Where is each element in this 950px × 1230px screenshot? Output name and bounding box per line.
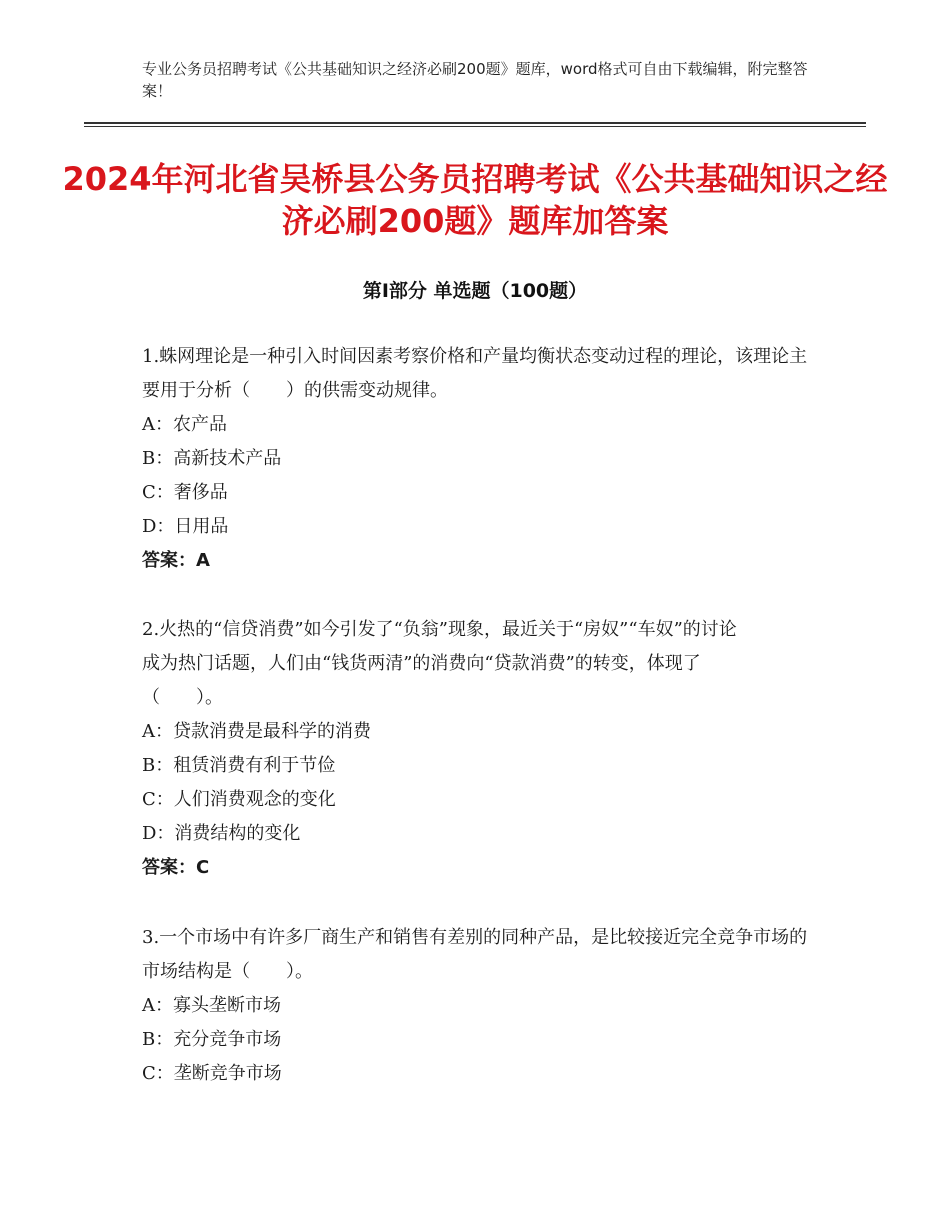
question-stem: 2.火热的“信贷消费”如今引发了“负翁”现象，最近关于“房奴”“车奴”的讨论成为热门话题，人们由“钱货两清”的消费向“贷款消费”的转变，体现了（ ）。 [142,619,737,708]
question-stem: 3.一个市场中有许多厂商生产和销售有差别的同种产品，是比较接近完全竞争市场的市场结构是（ ）。 [142,927,808,982]
option-b: B：充分竞争市场 [142,1029,282,1050]
option-a: A：寡头垄断市场 [142,995,281,1016]
option-c: C：垄断竞争市场 [142,1063,282,1084]
option-b: B：高新技术产品 [142,448,282,469]
option-a: A：贷款消费是最科学的消费 [142,721,371,742]
option-d: D：消费结构的变化 [142,823,301,844]
option-c: C：奢侈品 [142,482,228,503]
option-d: D：日用品 [142,516,229,537]
answer: 答案：C [142,857,210,878]
option-b: B：租赁消费有利于节俭 [142,755,336,776]
section-title: 第Ⅰ部分 单选题（100题） [362,280,588,302]
answer: 答案：A [142,550,210,571]
question-2 [142,613,754,885]
option-a: A：农产品 [142,414,227,435]
header-note: 专业公务员招聘考试《公共基础知识之经济必刷200题》题库，word格式可自由下载编辑，附完整答案！ [142,60,808,100]
option-c: C：人们消费观念的变化 [142,789,336,810]
document-title: 2024年河北省吴桥县公务员招聘考试《公共基础知识之经济必刷200题》题库加答案 [62,160,888,240]
header-divider-thin [84,126,866,127]
question-1 [142,340,812,578]
header-divider-thick [84,122,866,124]
question-3 [142,921,812,1091]
question-stem: 1.蛛网理论是一种引入时间因素考察价格和产量均衡状态变动过程的理论，该理论主要用于分析（ ）的供需变动规律。 [142,346,808,401]
